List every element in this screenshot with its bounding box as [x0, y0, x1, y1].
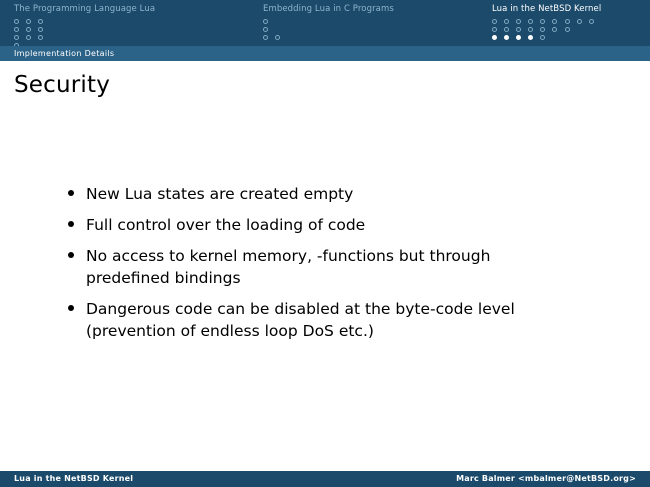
- nav-dot-row: [14, 17, 255, 25]
- nav-dot-row: [263, 25, 488, 33]
- nav-dot[interactable]: [552, 27, 557, 32]
- nav-dot-active[interactable]: [492, 35, 497, 40]
- slide-footer: [0, 471, 650, 487]
- list-item-text-continued: (prevention of endless loop DoS etc.): [86, 322, 374, 340]
- nav-dot[interactable]: [14, 35, 19, 40]
- nav-section-title: Lua in the NetBSD Kernel: [492, 4, 602, 14]
- nav-dot[interactable]: [504, 27, 509, 32]
- nav-dot[interactable]: [492, 19, 497, 24]
- bullet-icon: [68, 305, 74, 311]
- nav-dot[interactable]: [504, 19, 509, 24]
- nav-section-lua-in-the-netbsd-kernel[interactable]: [488, 0, 650, 46]
- nav-dot[interactable]: [516, 19, 521, 24]
- nav-dot[interactable]: [577, 19, 582, 24]
- nav-progress-dots: [492, 17, 650, 41]
- list-item: [64, 298, 604, 342]
- nav-section-programming-language-lua[interactable]: [0, 0, 255, 46]
- nav-dot-row: [14, 33, 255, 41]
- nav-section-title: The Programming Language Lua: [14, 4, 156, 14]
- nav-dot[interactable]: [263, 19, 268, 24]
- list-item: [64, 183, 604, 205]
- nav-dot-active[interactable]: [516, 35, 521, 40]
- nav-dot[interactable]: [528, 27, 533, 32]
- bullet-icon: [68, 252, 74, 258]
- nav-dot[interactable]: [26, 35, 31, 40]
- nav-dot[interactable]: [14, 19, 19, 24]
- subsection-bar: Implementation Details: [0, 46, 650, 61]
- list-item-text: New Lua states are created empty: [86, 185, 354, 203]
- nav-dot[interactable]: [275, 35, 280, 40]
- bullet-icon: [68, 221, 74, 227]
- nav-dot-row: [263, 17, 488, 25]
- bullet-icon: [68, 190, 74, 196]
- nav-dot[interactable]: [552, 19, 557, 24]
- nav-dot[interactable]: [540, 35, 545, 40]
- list-item: [64, 214, 604, 236]
- nav-dot[interactable]: [263, 27, 268, 32]
- bullet-list: [64, 183, 604, 351]
- list-item-text: Full control over the loading of code: [86, 216, 366, 234]
- nav-progress-dots: [263, 17, 488, 41]
- nav-progress-dots: [14, 17, 255, 49]
- nav-dot[interactable]: [565, 27, 570, 32]
- nav-dot-row: [492, 33, 650, 41]
- nav-section-embedding-lua-in-c-programs[interactable]: [255, 0, 488, 46]
- nav-dot[interactable]: [540, 19, 545, 24]
- nav-dot[interactable]: [263, 35, 268, 40]
- nav-dot[interactable]: [516, 27, 521, 32]
- page-title: Security: [14, 72, 111, 98]
- nav-dot[interactable]: [38, 35, 43, 40]
- nav-dot-active[interactable]: [528, 35, 533, 40]
- nav-dot-row: [263, 33, 488, 41]
- nav-dot-active[interactable]: [504, 35, 509, 40]
- nav-dot[interactable]: [589, 19, 594, 24]
- navigation-bar: [0, 0, 650, 46]
- nav-dot[interactable]: [14, 27, 19, 32]
- nav-dot[interactable]: [540, 27, 545, 32]
- nav-dot-row: [14, 25, 255, 33]
- footer-talk-title: Lua in the NetBSD Kernel: [14, 474, 134, 483]
- nav-dot[interactable]: [26, 19, 31, 24]
- nav-dot[interactable]: [26, 27, 31, 32]
- list-item: [64, 245, 604, 289]
- list-item-text: Dangerous code can be disabled at the byte-code level: [86, 300, 515, 318]
- nav-dot[interactable]: [528, 19, 533, 24]
- nav-dot[interactable]: [492, 27, 497, 32]
- nav-dot[interactable]: [565, 19, 570, 24]
- list-item-text: No access to kernel memory, -functions but through: [86, 247, 491, 265]
- list-item-text-continued: predefined bindings: [86, 269, 241, 287]
- nav-dot[interactable]: [38, 27, 43, 32]
- nav-section-title: Embedding Lua in C Programs: [263, 4, 394, 14]
- nav-dot[interactable]: [38, 19, 43, 24]
- footer-author: Marc Balmer <mbalmer@NetBSD.org>: [456, 474, 636, 483]
